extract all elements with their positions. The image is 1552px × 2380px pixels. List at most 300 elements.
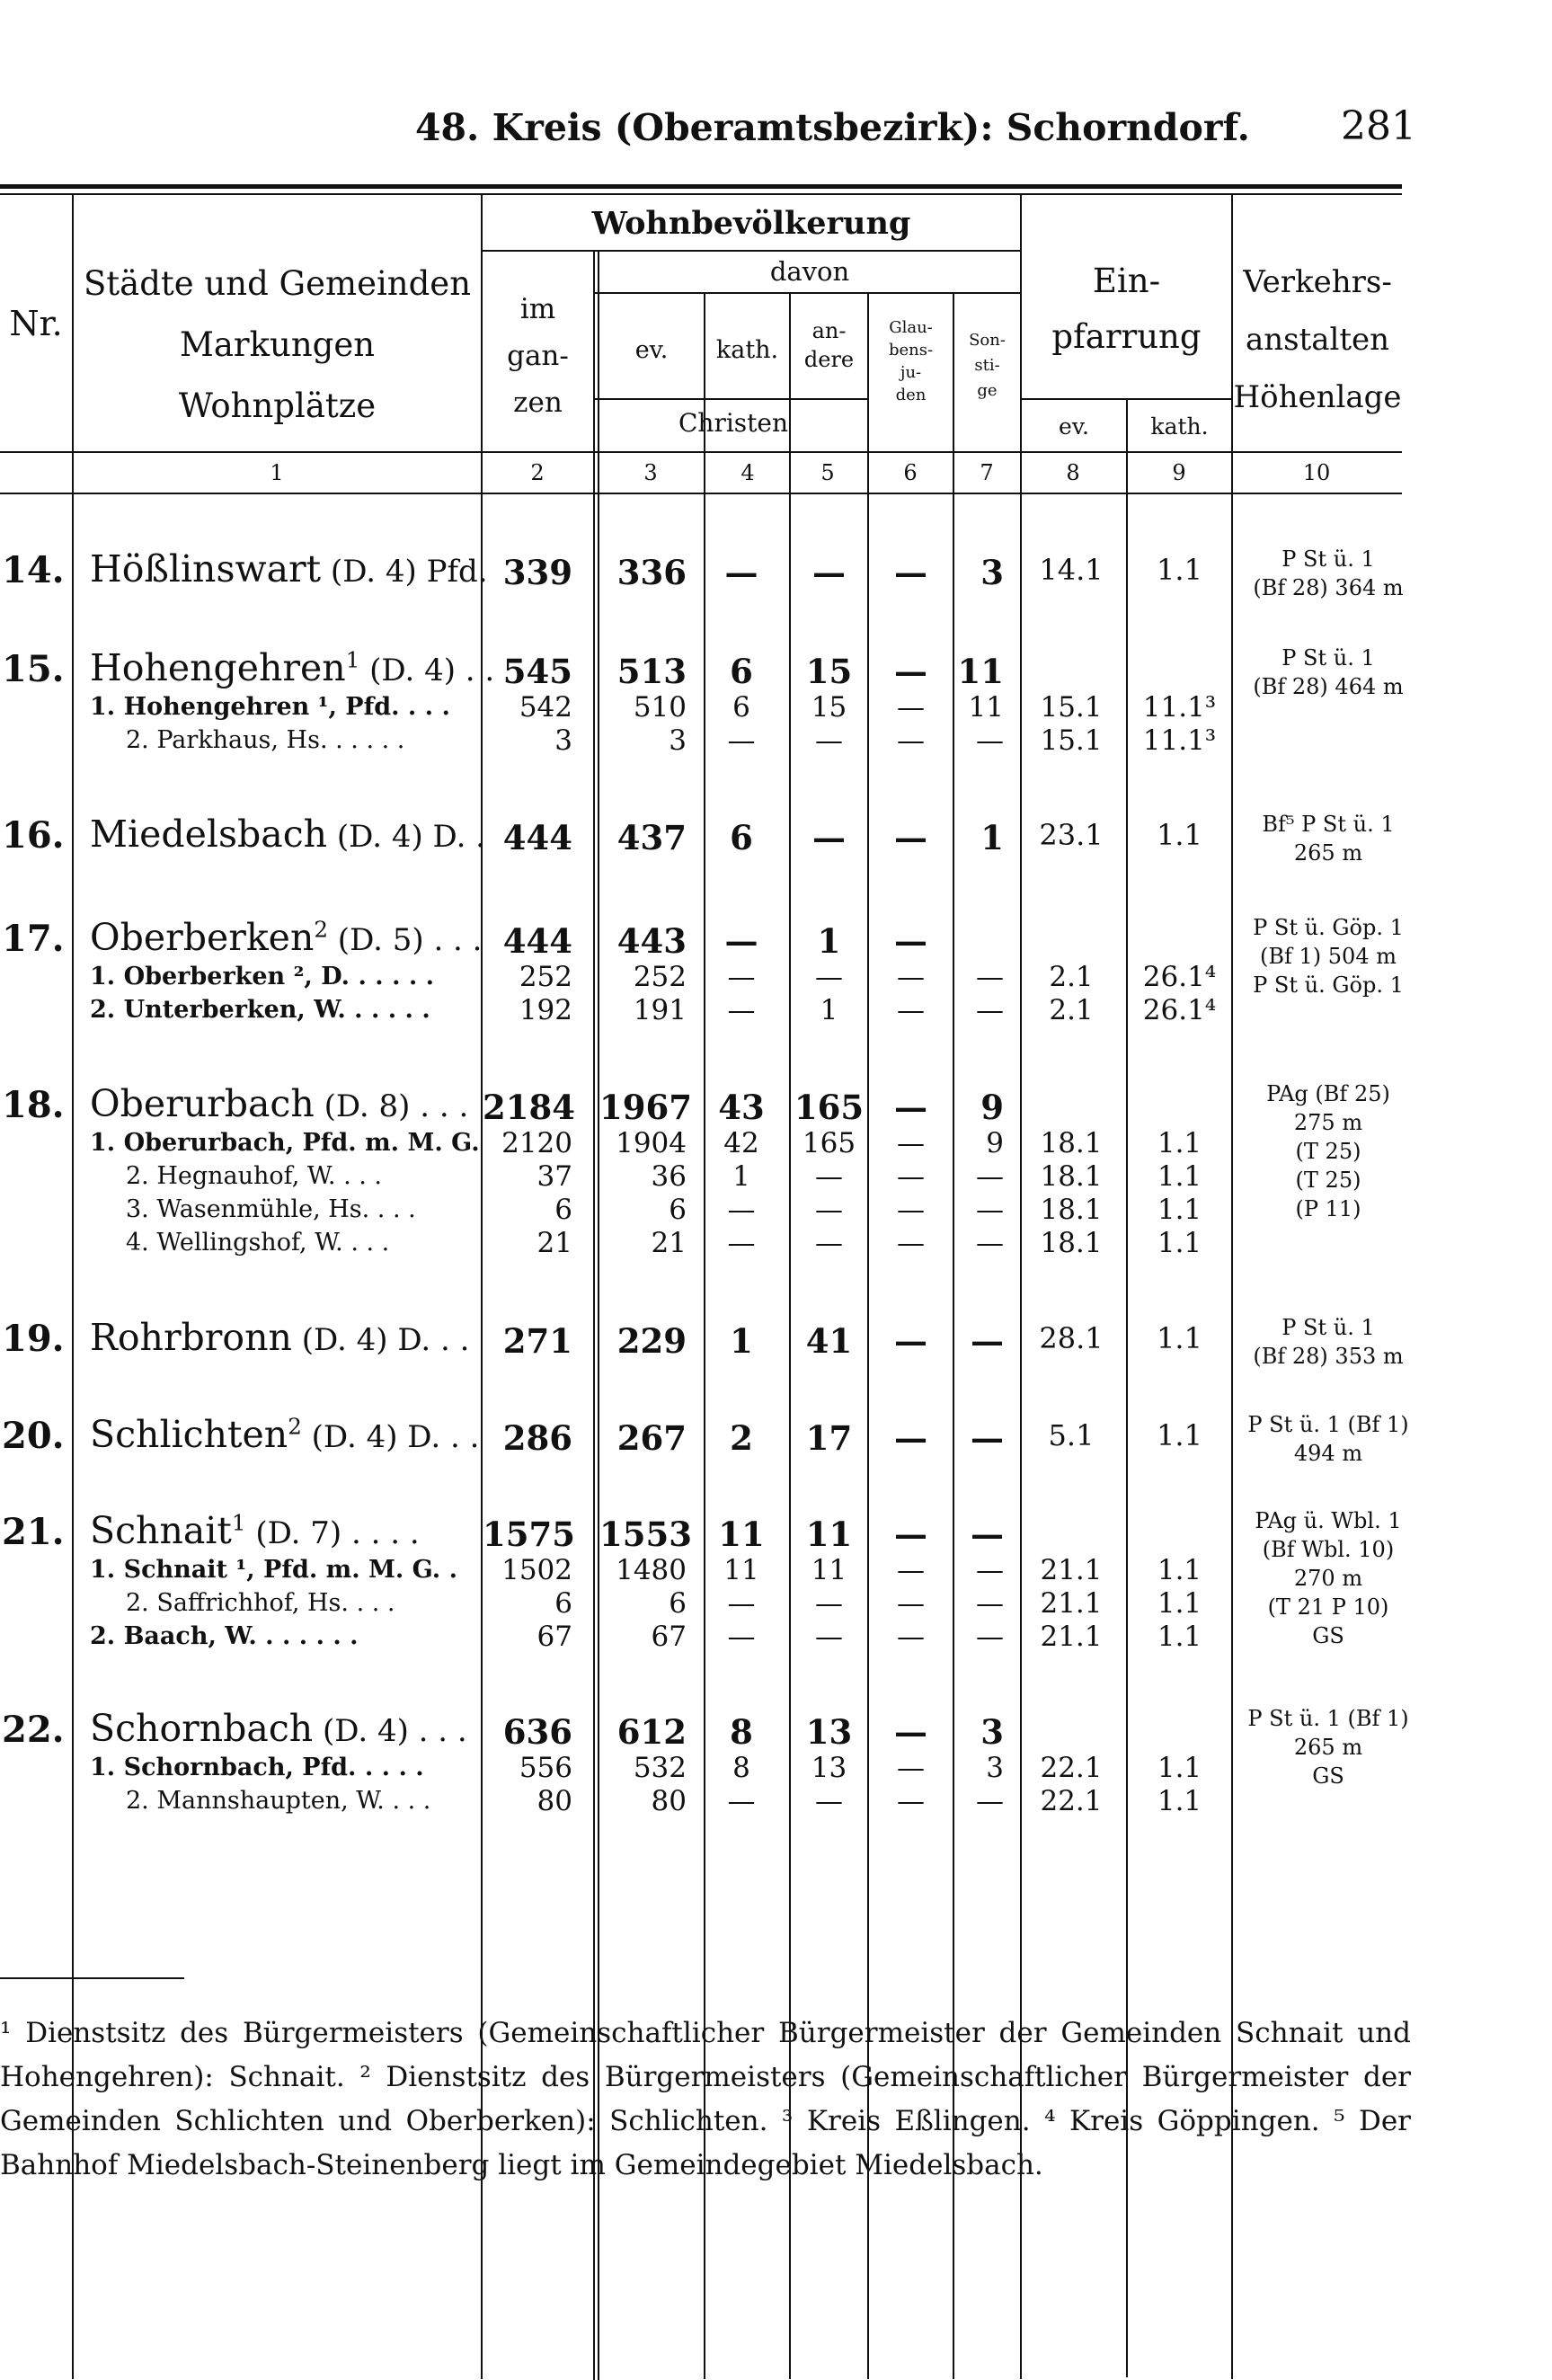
entry-name-text: Schornbach (90, 1707, 314, 1750)
verkehr-line: P St ü. Göp. 1 (1253, 972, 1404, 998)
entry-value: 2184 (483, 1088, 575, 1127)
entry-number: 16. (2, 814, 65, 857)
gj-line-1: Glau- (889, 318, 933, 337)
subentry-value: — (727, 994, 756, 1026)
subentry-value: 1 (820, 994, 838, 1026)
subentry-value: — (976, 961, 1004, 993)
verkehr-line: (T 21 P 10) (1267, 1594, 1389, 1620)
entry-value: 15 (805, 652, 853, 691)
footnote-mark: 1 (345, 646, 360, 673)
entry-value: 636 (502, 1712, 572, 1752)
subentry-value: — (976, 1554, 1004, 1586)
table-top-rule-thin (0, 193, 1402, 195)
entry-name-text: Hohengehren (90, 646, 346, 689)
subentry-value: — (815, 1587, 843, 1620)
subentry-value: — (727, 1785, 756, 1817)
page-number: 281 (1341, 103, 1416, 149)
einpf-line-1: Ein- (1092, 262, 1161, 300)
entry-value: 444 (502, 921, 572, 961)
verkehr-line: PAg ü. Wbl. 1 (1255, 1508, 1402, 1533)
subentry-value: — (897, 1554, 925, 1586)
subentry-value: 542 (519, 691, 572, 724)
entry-value: — (971, 1514, 1004, 1554)
entry-value: — (894, 1088, 927, 1127)
verkehr-line: (Bf Wbl. 10) (1262, 1537, 1395, 1562)
subentry-value: — (727, 1194, 756, 1226)
subentry-name: 3. Wasenmühle, Hs. . . . (126, 1195, 416, 1223)
verkehr-line: 275 m (1293, 1110, 1363, 1135)
col-nr-header: Nr. (9, 304, 63, 343)
colnum-7: 7 (980, 460, 994, 485)
verkehr-line: (P 11) (1295, 1196, 1361, 1221)
colnum-6: 6 (903, 460, 918, 485)
subentry-value: 191 (633, 994, 687, 1026)
entry-qualifier: (D. 4) . . . (313, 1713, 467, 1749)
subentry-value: 1 (732, 1160, 750, 1193)
entry-qualifier: (D. 4) D. . . (291, 1322, 470, 1358)
subentry-value: — (897, 1194, 925, 1226)
subentry-value: 67 (651, 1621, 687, 1653)
entry-value: — (894, 652, 927, 691)
colnum-3: 3 (643, 460, 658, 485)
footnotes: ¹ Dienstsitz des Bürgermeisters (Gemeinschaftlicher Bürgermeister der Gemeinden Schnait und Hohengehren): Schnait. ² Dienstsitz des Bürgermeisters (Gemeinschaftlicher Bürgermeister der Gemeinden Schlichten und Oberberken): Schlichten. ³ Kreis Eßlingen. ⁴ Kreis Göppingen. ⁵ Der Bahnhof Miedelsbach-Steinenberg liegt im Gemeindegebiet Miedelsbach. (0, 2017, 1411, 2181)
subentry-value: 1.1 (1157, 1160, 1202, 1193)
subentry-value: 8 (732, 1752, 750, 1784)
col-name-line-2: Markungen (179, 325, 376, 364)
subentry-value: 67 (537, 1621, 572, 1653)
entry-value: 271 (502, 1321, 572, 1361)
subentry-value: — (976, 724, 1004, 757)
subentry-value: 11 (723, 1554, 759, 1586)
colnum-5: 5 (820, 460, 835, 485)
verk-line-3: Höhenlage (1233, 379, 1402, 415)
footnote-rule (0, 1977, 184, 1979)
entry-value: 6 (730, 818, 753, 857)
entry-value: 3 (980, 553, 1004, 592)
entry-value: 2 (730, 1418, 753, 1458)
subentry-value: — (727, 1227, 756, 1259)
entry-value: 11 (805, 1514, 853, 1554)
entry-value: — (894, 1321, 927, 1361)
subentry-value: — (897, 724, 925, 757)
subentry-value: 80 (537, 1785, 572, 1817)
verk-line-1: Verkehrs- (1243, 264, 1392, 300)
entry-number: 14. (2, 549, 65, 591)
entry-value: 14.1 (1039, 553, 1104, 587)
verkehr-line: P St ü. 1 (Bf 1) (1247, 1706, 1409, 1731)
entry-value: — (894, 1712, 927, 1752)
entry-value: — (894, 553, 927, 592)
subentry-name: 4. Wellingshof, W. . . . (126, 1229, 390, 1257)
entry-value: — (812, 818, 846, 857)
entry-value: 286 (502, 1418, 572, 1458)
subentry-value: 1.1 (1157, 1127, 1202, 1159)
subentry-value: 37 (537, 1160, 572, 1193)
entry-value: 11 (957, 652, 1004, 691)
entry-value: 9 (980, 1088, 1004, 1127)
subentry-value: — (976, 994, 1004, 1026)
col-christen-header: Christen (678, 408, 789, 438)
subentry-value: 2120 (501, 1127, 572, 1159)
entry-value: 1.1 (1157, 553, 1202, 587)
entry-name-text: Rohrbronn (90, 1316, 292, 1359)
verkehr-line: (Bf 28) 353 m (1253, 1344, 1404, 1369)
entry-name (90, 1413, 479, 1456)
subentry-value: 6 (732, 691, 750, 724)
subentry-value: 18.1 (1040, 1160, 1103, 1193)
entry-value: 444 (502, 818, 572, 857)
entry-name-text: Schlichten (90, 1413, 288, 1456)
gj-line-3: ju- (900, 363, 922, 382)
entry-value: 1575 (483, 1514, 575, 1554)
subentry-value: 21.1 (1040, 1554, 1103, 1586)
subentry-value: 6 (554, 1194, 572, 1226)
verkehr-line: 265 m (1293, 840, 1363, 866)
imganzen-line-3: zen (513, 386, 563, 419)
subentry-value: 15.1 (1040, 724, 1103, 757)
subentry-value: 15.1 (1040, 691, 1103, 724)
footnote-mark: 2 (288, 1413, 302, 1440)
subentry-value: 3 (986, 1752, 1004, 1784)
verkehr-line: P St ü. 1 (1282, 546, 1375, 572)
entry-value: 5.1 (1048, 1418, 1095, 1452)
subentry-value: 6 (669, 1194, 687, 1226)
entry-value: 339 (502, 553, 572, 592)
subentry-value: — (897, 1127, 925, 1159)
subentry-value: — (815, 1785, 843, 1817)
subentry-value: 1.1 (1157, 1227, 1202, 1259)
subentry-value: 9 (986, 1127, 1004, 1159)
subentry-value: — (897, 691, 925, 724)
entry-value: 1.1 (1157, 1418, 1202, 1452)
entry-number: 19. (2, 1318, 65, 1360)
entry-number: 17. (2, 918, 65, 960)
colnum-1: 1 (270, 460, 284, 485)
subentry-value: 42 (723, 1127, 759, 1159)
verkehr-line: P St ü. 1 (Bf 1) (1247, 1412, 1409, 1437)
andere-line-2: dere (803, 347, 855, 372)
subentry-name: 1. Schornbach, Pfd. . . . . (90, 1754, 424, 1781)
col-sonstige-header (954, 328, 1020, 404)
subentry-value: 6 (554, 1587, 572, 1620)
entry-value: 229 (616, 1321, 687, 1361)
colnum-8: 8 (1066, 460, 1080, 485)
subentry-value: — (976, 1227, 1004, 1259)
entry-qualifier: (D. 7) . . . . (245, 1515, 420, 1551)
entry-value: — (894, 921, 927, 961)
entry-value: 1 (817, 921, 841, 961)
subentry-value: 510 (633, 691, 687, 724)
entry-name (90, 1509, 420, 1552)
verkehr-line: P St ü. Göp. 1 (1253, 915, 1404, 940)
subentry-value: 1.1 (1157, 1785, 1202, 1817)
subentry-name: 2. Hegnauhof, W. . . . (126, 1162, 382, 1190)
entry-value: — (894, 1418, 927, 1458)
entry-value: — (724, 921, 758, 961)
subentry-value: 1480 (616, 1554, 687, 1586)
subentry-value: 1904 (616, 1127, 687, 1159)
subentry-value: 2.1 (1049, 961, 1094, 993)
entry-number: 22. (2, 1709, 65, 1751)
col-name-line-1: Städte und Gemeinden (83, 264, 472, 303)
entry-name-text: Oberberken (90, 916, 315, 959)
table-top-rule (0, 184, 1402, 189)
footnote-mark: 2 (314, 916, 328, 943)
subentry-value: 1.1 (1157, 1194, 1202, 1226)
verkehr-line: (Bf 1) 504 m (1260, 944, 1397, 969)
subentry-value: 26.1⁴ (1142, 961, 1217, 993)
entry-value: 1.1 (1157, 1321, 1202, 1355)
subentry-value: 165 (802, 1127, 856, 1159)
verk-line-2: anstalten (1245, 322, 1390, 358)
page-title: 48. Kreis (Oberamtsbezirk): Schorndorf. (415, 106, 1250, 149)
subentry-value: — (976, 1785, 1004, 1817)
entry-name-text: Miedelsbach (90, 813, 328, 856)
verkehr-line: (Bf 28) 364 m (1253, 575, 1404, 600)
verkehr-line: (Bf 28) 464 m (1253, 674, 1404, 699)
subentry-value: 21.1 (1040, 1587, 1103, 1620)
entry-qualifier: (D. 4) Pfd. (321, 554, 488, 590)
entry-value: 437 (616, 818, 687, 857)
subentry-value: — (976, 1194, 1004, 1226)
entry-value: 165 (794, 1088, 865, 1127)
subentry-value: — (727, 961, 756, 993)
subentry-value: — (815, 961, 843, 993)
christen-rule (593, 398, 867, 400)
subentry-value: — (815, 1194, 843, 1226)
entry-value: — (894, 818, 927, 857)
subentry-value: 21.1 (1040, 1621, 1103, 1653)
davon-rule (593, 292, 1020, 294)
subentry-value: 26.1⁴ (1142, 994, 1217, 1026)
entry-value: 6 (730, 652, 753, 691)
subentry-value: 3 (554, 724, 572, 757)
subentry-value: 11.1³ (1142, 724, 1217, 757)
subentry-value: 1.1 (1157, 1554, 1202, 1586)
entry-value: — (724, 553, 758, 592)
entry-name (90, 813, 485, 856)
entry-qualifier: (D. 4) D. . . (301, 1419, 480, 1455)
verkehr-line: PAg (Bf 25) (1266, 1081, 1390, 1106)
verkehr-line: 265 m (1293, 1735, 1363, 1760)
subentry-value: — (897, 1587, 925, 1620)
subentry-value: — (976, 1160, 1004, 1193)
entry-value: 8 (730, 1712, 753, 1752)
subentry-value: 11.1³ (1142, 691, 1217, 724)
subentry-name: 2. Mannshaupten, W. . . . (126, 1787, 431, 1815)
verkehr-line: (T 25) (1295, 1168, 1361, 1193)
entry-number: 21. (2, 1511, 65, 1553)
einpf-line-2: pfarrung (1051, 317, 1202, 356)
subentry-value: 18.1 (1040, 1127, 1103, 1159)
subentry-value: 532 (633, 1752, 687, 1784)
subentry-name: 1. Schnait ¹, Pfd. m. M. G. . (90, 1556, 457, 1584)
entry-value: 1.1 (1157, 818, 1202, 852)
entry-value: 11 (718, 1514, 765, 1554)
footnote-mark: 1 (231, 1509, 246, 1536)
subentry-value: — (976, 1587, 1004, 1620)
subentry-name: 2. Saffrichhof, Hs. . . . (126, 1589, 395, 1617)
subentry-value: — (897, 994, 925, 1026)
entry-value: 41 (805, 1321, 853, 1361)
subentry-value: 1.1 (1157, 1587, 1202, 1620)
subentry-value: — (897, 1227, 925, 1259)
subentry-value: — (815, 724, 843, 757)
col-glaubensjuden-header (869, 316, 953, 406)
entry-value: 3 (980, 1712, 1004, 1752)
col-name-line-3: Wohnplätze (178, 386, 377, 425)
subentry-value: 36 (651, 1160, 687, 1193)
entry-number: 20. (2, 1415, 65, 1457)
entry-name (90, 1316, 469, 1359)
entry-value: — (971, 1418, 1004, 1458)
entry-number: 15. (2, 648, 65, 690)
subentry-value: 15 (811, 691, 847, 724)
col-ein-ev-header: ev. (1059, 413, 1089, 440)
subentry-value: 13 (811, 1752, 847, 1784)
subentry-value: — (897, 1160, 925, 1193)
colnum-10: 10 (1302, 460, 1331, 485)
verkehr-line: 270 m (1293, 1566, 1363, 1591)
subentry-value: 21 (651, 1227, 687, 1259)
entry-qualifier: (D. 8) . . . (314, 1088, 469, 1124)
sonst-line-3: ge (977, 381, 998, 400)
col-wohnbev-header: Wohnbevölkerung (591, 205, 911, 242)
subentry-value: 1.1 (1157, 1621, 1202, 1653)
entry-value: 1553 (599, 1514, 692, 1554)
verkehr-line: 494 m (1293, 1441, 1363, 1466)
entry-value: — (812, 553, 846, 592)
col-einpfarrung-header (1022, 253, 1231, 365)
subentry-value: 2.1 (1049, 994, 1094, 1026)
verkehr-line: Bf⁵ P St ü. 1 (1262, 812, 1395, 837)
entry-value: 23.1 (1039, 818, 1104, 852)
subentry-name: 2. Unterberken, W. . . . . . (90, 996, 430, 1024)
subentry-value: 252 (633, 961, 687, 993)
entry-value: 267 (616, 1418, 687, 1458)
colnum-4: 4 (741, 460, 755, 485)
entry-value: 28.1 (1039, 1321, 1104, 1355)
entry-value: 443 (616, 921, 687, 961)
verkehr-line: P St ü. 1 (1282, 1315, 1375, 1340)
sonst-line-1: Son- (969, 331, 1006, 350)
subentry-value: — (815, 1621, 843, 1653)
entry-name-text: Hößlinswart (90, 547, 322, 591)
colnum-9: 9 (1172, 460, 1186, 485)
subentry-name: 2. Baach, W. . . . . . . (90, 1622, 359, 1650)
entry-value: — (894, 1514, 927, 1554)
subentry-value: — (727, 1587, 756, 1620)
verkehr-line: GS (1312, 1763, 1344, 1789)
entry-value: 545 (502, 652, 572, 691)
subentry-value: 18.1 (1040, 1194, 1103, 1226)
col-davon-header: davon (769, 256, 850, 287)
entry-value: 612 (616, 1712, 687, 1752)
col-kath-header: kath. (715, 336, 779, 364)
entry-value: 43 (718, 1088, 765, 1127)
entry-qualifier: (D. 4) D. . (327, 819, 485, 855)
imganzen-line-1: im (519, 293, 556, 325)
entry-value: 1 (980, 818, 1004, 857)
subentry-name: 1. Hohengehren ¹, Pfd. . . . (90, 693, 450, 721)
col-verkehr-header (1233, 253, 1402, 426)
col-ev-header: ev. (634, 336, 669, 364)
entry-number: 18. (2, 1084, 65, 1126)
col-ein-kath-header: kath. (1150, 413, 1209, 440)
subentry-value: 80 (651, 1785, 687, 1817)
entry-qualifier: (D. 4) . . (359, 653, 495, 688)
wohnbev-rule (481, 250, 1020, 252)
subentry-value: — (897, 1621, 925, 1653)
sonst-line-2: sti- (974, 356, 1000, 375)
subentry-name: 1. Oberberken ², D. . . . . . (90, 963, 435, 990)
subentry-value: 22.1 (1040, 1752, 1103, 1784)
col-imganzen-header (483, 286, 593, 426)
subentry-value: 252 (519, 961, 572, 993)
subentry-name: 1. Oberurbach, Pfd. m. M. G. (90, 1129, 480, 1157)
subentry-value: 556 (519, 1752, 572, 1784)
entry-qualifier: (D. 5) . . . (328, 922, 483, 958)
subentry-value: 21 (537, 1227, 572, 1259)
entry-name (90, 547, 488, 591)
subentry-value: — (815, 1227, 843, 1259)
subentry-value: — (897, 961, 925, 993)
subentry-value: — (727, 1621, 756, 1653)
gj-line-4: den (895, 386, 927, 404)
entry-value: 1967 (599, 1088, 692, 1127)
entry-value: — (971, 1321, 1004, 1361)
entry-name-text: Schnait (90, 1509, 232, 1552)
entry-name (90, 916, 482, 959)
andere-line-1: an- (811, 318, 847, 343)
colnum-bottom-rule (0, 493, 1402, 494)
entry-name (90, 1082, 468, 1125)
subentry-value: 11 (968, 691, 1004, 724)
subentry-value: — (976, 1621, 1004, 1653)
subentry-value: — (727, 724, 756, 757)
entry-value: 513 (616, 652, 687, 691)
subentry-value: 192 (519, 994, 572, 1026)
subentry-value: 6 (669, 1587, 687, 1620)
verkehr-line: P St ü. 1 (1282, 645, 1375, 670)
subentry-value: 1502 (501, 1554, 572, 1586)
gj-line-2: bens- (888, 341, 934, 360)
entry-value: 13 (805, 1712, 853, 1752)
subentry-value: — (897, 1752, 925, 1784)
subentry-value: 22.1 (1040, 1785, 1103, 1817)
header-bottom-rule (0, 451, 1402, 453)
col-name-header (74, 253, 481, 437)
entry-name (90, 646, 494, 689)
subentry-name: 2. Parkhaus, Hs. . . . . . (126, 726, 405, 754)
col-andere-header (791, 316, 867, 374)
subentry-value: 1.1 (1157, 1752, 1202, 1784)
subentry-value: — (815, 1160, 843, 1193)
verkehr-line: GS (1312, 1623, 1344, 1648)
subentry-value: — (897, 1785, 925, 1817)
subentry-value: 3 (669, 724, 687, 757)
entry-name-text: Oberurbach (90, 1082, 315, 1125)
subentry-value: 18.1 (1040, 1227, 1103, 1259)
verkehr-line: (T 25) (1295, 1139, 1361, 1164)
subentry-value: 11 (811, 1554, 847, 1586)
entry-value: 1 (730, 1321, 753, 1361)
entry-name (90, 1707, 467, 1750)
imganzen-line-2: gan- (507, 340, 569, 372)
colnum-2: 2 (530, 460, 545, 485)
entry-value: 17 (805, 1418, 853, 1458)
entry-value: 336 (616, 553, 687, 592)
